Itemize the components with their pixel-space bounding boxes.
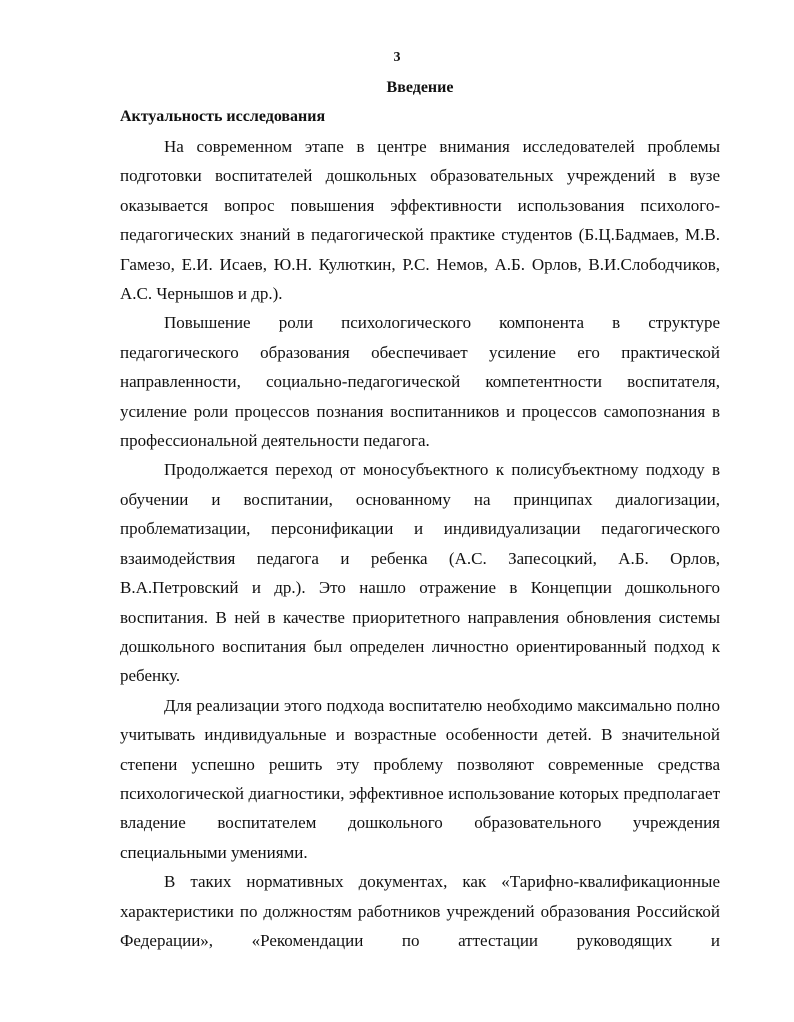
paragraph: Продолжается переход от моносубъектного к полисубъектному подходу в обучении и воспитании, основанному на принципах диалогизации, проблематизации, персонификации и индивидуализации педагогического взаимодействия педагога и ребенка (А.С. Запесоцкий, А.Б. Орлов, В.А.Петровский и др.). Это нашло отражение в Концепции дошкольного воспитания. В ней в качестве приоритетного направления обновления системы дошкольного воспитания был определен личностно ориентированный подход к ребенку. bbox=[120, 460, 720, 686]
body-text bbox=[120, 132, 720, 955]
paragraph: На современном этапе в центре внимания исследователей проблемы подготовки воспитателей дошкольных образовательных учреждений в вузе оказывается вопрос повышения эффективности использования психолого-педагогических знаний в педагогической практике студентов (Б.Ц.Бадмаев, М.В. Гамезо, Е.И. Исаев, Ю.Н. Кулюткин, Р.С. Немов, А.Б. Орлов, В.И.Слободчиков, А.С. Чернышов и др.). bbox=[120, 137, 720, 304]
paragraph: Для реализации этого подхода воспитателю необходимо максимально полно учитывать индивидуальные и возрастные особенности детей. В значительной степени успешно решить эту проблему позволяют современные средства психологической диагностики, эффективное использование которых предполагает владение воспитателем дошкольного образовательного учреждения специальными умениями. bbox=[120, 695, 720, 862]
paragraph: В таких нормативных документах, как «Тарифно-квалификационные характеристики по должностям работников учреждений образования Российской Федерации», «Рекомендации по аттестации руководящих и bbox=[120, 872, 720, 950]
page-heading: Введение bbox=[386, 79, 454, 96]
section-title: Актуальность исследования bbox=[120, 108, 326, 125]
paragraph: Повышение роли психологического компонента в структуре педагогического образования обеспечивает усиление его практической направленности, социально-педагогической компетентности воспитателя, усиление роли процессов познания воспитанников и процессов самопознания в профессиональной деятельности педагога. bbox=[120, 313, 720, 451]
page-number: 3 bbox=[393, 50, 401, 65]
